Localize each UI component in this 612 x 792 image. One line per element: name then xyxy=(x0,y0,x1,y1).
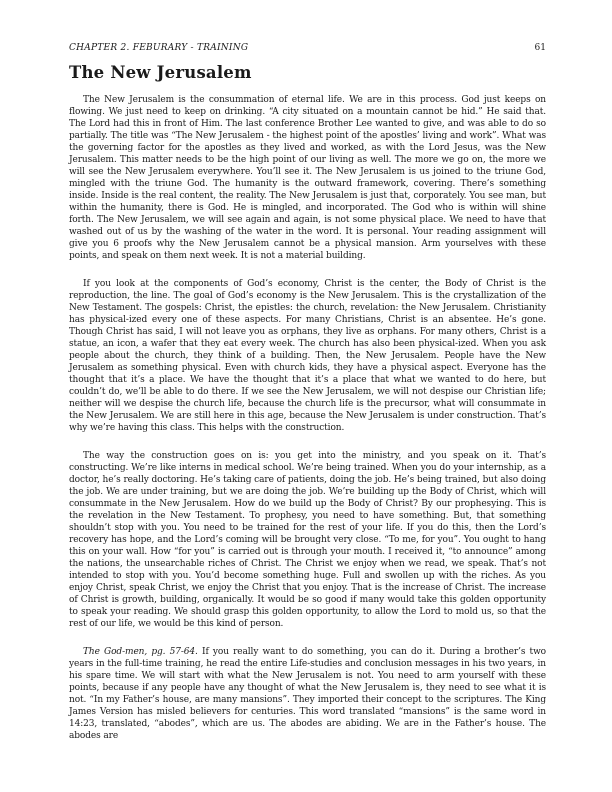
page-number: 61 xyxy=(534,43,546,53)
document-body xyxy=(69,94,546,742)
paragraph-4 xyxy=(69,646,546,742)
paragraph-3: The way the construction goes on is: you get into the ministry, and you speak on it. That’s constructing. We’re like interns in medical school. We’re being trained. When you do your internship, as a doctor, he’s really doctoring. He’s taking care of patients, doing the job. He’s being trained, but also doing the job. We are under training, but we are doing the job. We’re building up the Body of Christ, which will consummate in the New Jerusalem. How do we build up the Body of Christ? By our prophesying. This is the revelation in the New Testament. To prophesy, you need to have something. But, that something shouldn’t stop with you. You need to be trained for the rest of your life. If you do this, then the Lord’s recovery has hope, and the Lord’s coming will be brought very close. “To me, for you”. You ought to hang this on your wall. How “for you” is carried out is through your mouth. I received it, “to announce” among the nations, the unsearchable riches of Christ. The Christ we enjoy when we read, we speak. That’s not intended to stop with you. You’d become something huge. Full and swollen up with the riches. As you enjoy Christ, speak Christ, we enjoy the Christ that you enjoy. That is the increase of Christ. The increase of Christ is growth, building, organically. It would be so good if many would take this golden opportunity to speak your reading. We should grasp this golden opportunity, to allow the Lord to mold us, so that the rest of our life, we would be this kind of person. xyxy=(69,451,546,629)
section-title: The New Jerusalem xyxy=(69,63,252,82)
paragraph-1: The New Jerusalem is the consummation of eternal life. We are in this process. God just keeps on flowing. We just need to keep on drinking. “A city situated on a mountain cannot be hid.” He said that. The Lord had this in front of Him. The last conference Brother Lee wanted to give, and was able to do so partially. The title was “The New Jerusalem - the highest point of the apostles’ living and work”. What was the governing factor for the apostles as they lived and worked, as with the Lord Jesus, was the New Jerusalem. This matter needs to be the high point of our living as well. The more we go on, the more we will see the New Jerusalem everywhere. You’ll see it. The New Jerusalem is us joined to the triune God, mingled with the triune God. The humanity is the outward framework, covering. There’s something inside. Inside is the real content, the reality. The New Jerusalem is just that, corporately. You see man, but within the humanity, there is God. He is mingled, and incorporated. The God who is within will shine forth. The New Jerusalem, we will see again and again, is not some physical place. We need to have that washed out of us by the washing of the water in the word. It is personal. Your reading assignment will give you 6 proofs why the New Jerusalem cannot be a physical mansion. Arm yourselves with these points, and speak on them next week. It is not a material building. xyxy=(69,95,546,261)
running-header xyxy=(69,43,546,54)
paragraph-4-text: If you really want to do something, you can do it. During a brother’s two years in the full-time training, he read the entire Life-studies and conclusion messages in his two years, in his spare time. We will start with what the New Jerusalem is not. You need to arm yourself with these points, because if any people have any thought of what the New Jerusalem is, they need to see what it is not. “In my Father’s house, are many mansions”. They imported their concept to the scriptures. The King James Version has misled believers for centuries. This word translated “mansions” is the same word in 14:23, translated, “abodes”, which are us. The abodes are abiding. We are in the Father’s house. The abodes are xyxy=(69,647,546,741)
paragraph-4-citation: The God-men, pg. 57-64. xyxy=(83,647,198,657)
paragraph-2: If you look at the components of God’s economy, Christ is the center, the Body of Christ is the reproduction, the line. The goal of God’s economy is the New Jerusalem. This is the crystallization of the New Testament. The gospels: Christ, the epistles: the church, revelation: the New Jerusalem. Christianity has physical-ized every one of these aspects. For many Christians, Christ is an absentee. He’s gone. Though Christ has said, I will not leave you as orphans, they live as orphans. For many others, Christ is a statue, an icon, a wafer that they eat every week. The church has also been physical-ized. When you ask people about the church, they think of a building. Then, the New Jerusalem. People have the New Jerusalem as something physical. Even with church kids, they have a physical aspect. Everyone has the thought that it’s a place. We have the thought that it’s a place that what we wanted to do here, but couldn’t do, we’ll be able to do there. If we see the New Jerusalem, we will not despise our Christian life; neither will we despise the church life, because the church life is the precursor, what will consummate in the New Jerusalem. We are still here in this age, because the New Jerusalem is under construction. That’s why we’re having this class. This helps with the construction. xyxy=(69,279,546,433)
running-header-chapter: CHAPTER 2. FEBURARY - TRAINING xyxy=(69,43,249,53)
